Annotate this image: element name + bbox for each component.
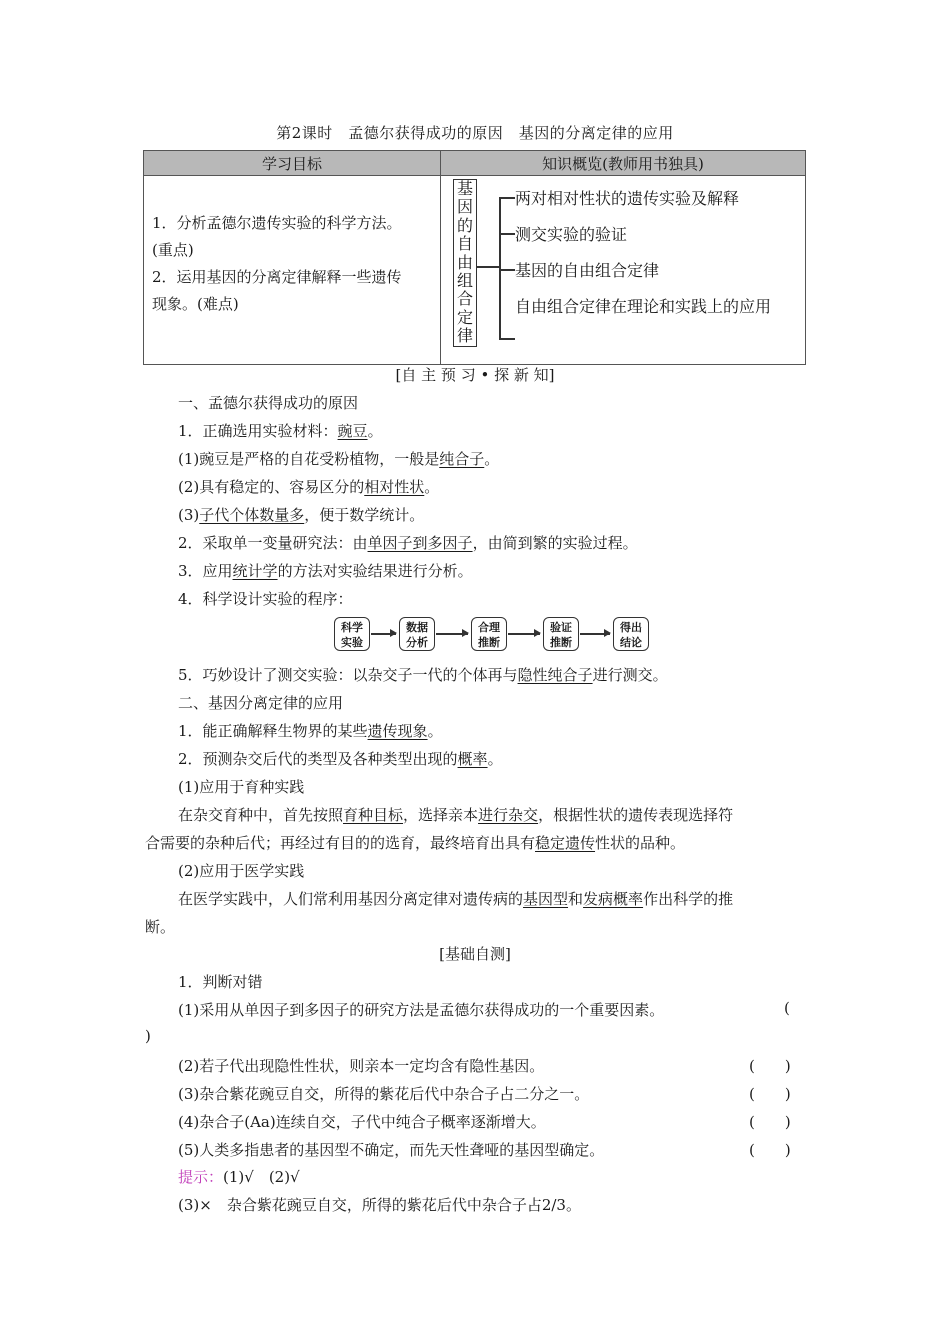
connector	[499, 338, 515, 340]
connector	[499, 197, 515, 199]
flow-step: 数据 分析	[399, 617, 435, 651]
question-2: (2)若子代出现隐性性状，则亲本一定均含有隐性基因。	[178, 1057, 545, 1075]
flow-arrow	[508, 633, 540, 635]
overview-diagram	[441, 176, 805, 364]
overview-item: 两对相对性状的遗传实验及解释	[515, 189, 740, 208]
connector	[499, 197, 501, 339]
answer-blank: ( )	[749, 1141, 791, 1159]
page-title: 第2课时 孟德尔获得成功的原因 基因的分离定律的应用	[276, 124, 674, 142]
flow-step: 验证 推断	[543, 617, 579, 651]
overview-cell	[441, 176, 806, 365]
hint-label: 提示：	[178, 1168, 224, 1186]
goal-2-note: 现象。(难点)	[152, 295, 239, 313]
overview-root-box: 基因的自由组合定律	[453, 179, 477, 347]
answer-blank: (	[784, 999, 790, 1017]
answer-blank: ( )	[749, 1085, 791, 1103]
question-5: (5)人类多指患者的基因型不确定，而先天性聋哑的基因型确定。	[178, 1141, 605, 1159]
connector	[499, 269, 515, 271]
paragraph: 3．应用统计学的方法对实验结果进行分析。	[178, 562, 473, 580]
part2-heading: 二、基因分离定律的应用	[178, 694, 344, 712]
goals-cell	[144, 176, 441, 365]
answer-blank: ( )	[749, 1057, 791, 1075]
question-title: 1．判断对错	[178, 973, 263, 991]
flow-arrow	[580, 633, 610, 635]
connector	[499, 233, 515, 235]
question-1: (1)采用从单因子到多因子的研究方法是孟德尔获得成功的一个重要因素。	[178, 1001, 665, 1019]
paragraph: 2．预测杂交后代的类型及各种类型出现的概率。	[178, 750, 503, 768]
answer-blank: )	[145, 1027, 151, 1045]
part1-heading: 一、孟德尔获得成功的原因	[178, 394, 359, 412]
paragraph: (2)应用于医学实践	[178, 862, 305, 880]
col-header-goals: 学习目标	[144, 151, 441, 176]
answer-3: (3)× 杂合紫花豌豆自交，所得的紫花后代中杂合子占2/3。	[178, 1196, 581, 1214]
paragraph: 4．科学设计实验的程序：	[178, 590, 353, 608]
hint-line: 提示：(1)√ (2)√	[178, 1168, 300, 1186]
flow-arrow	[436, 633, 468, 635]
paragraph: 2．采取单一变量研究法：由单因子到多因子，由简到繁的实验过程。	[178, 534, 638, 552]
objectives-table	[143, 150, 806, 365]
flow-step: 合理 推断	[471, 617, 507, 651]
overview-item: 自由组合定律在理论和实践上的应用	[515, 297, 772, 316]
paragraph: 1．能正确解释生物界的某些遗传现象。	[178, 722, 443, 740]
overview-item: 测交实验的验证	[515, 225, 628, 244]
question-3: (3)杂合紫花豌豆自交，所得的紫花后代中杂合子占二分之一。	[178, 1085, 590, 1103]
flow-arrow	[371, 633, 396, 635]
paragraph: 在医学实践中，人们常利用基因分离定律对遗传病的基因型和发病概率作出科学的推	[178, 890, 734, 908]
col-header-overview: 知识概览(教师用书独具)	[441, 151, 806, 176]
paragraph: (2)具有稳定的、容易区分的相对性状。	[178, 478, 440, 496]
connector	[477, 266, 499, 268]
goal-1-note: (重点)	[152, 241, 194, 259]
goal-2: 2．运用基因的分离定律解释一些遗传	[152, 268, 402, 286]
goal-1: 1．分析孟德尔遗传实验的科学方法。	[152, 214, 402, 232]
paragraph: (3)子代个体数量多，便于数学统计。	[178, 506, 425, 524]
overview-item: 基因的自由组合定律	[515, 261, 660, 280]
paragraph: 断。	[145, 918, 176, 936]
paragraph: (1)应用于育种实践	[178, 778, 305, 796]
test-header: [基础自测]	[439, 945, 511, 963]
paragraph: 5．巧妙设计了测交实验：以杂交子一代的个体再与隐性纯合子进行测交。	[178, 666, 668, 684]
answer-blank: ( )	[749, 1113, 791, 1131]
flow-step: 得出 结论	[613, 617, 649, 651]
section-header: [自 主 预 习 • 探 新 知]	[395, 366, 555, 384]
paragraph: 在杂交育种中，首先按照育种目标，选择亲本进行杂交，根据性状的遗传表现选择符	[178, 806, 734, 824]
question-4: (4)杂合子(Aa)连续自交，子代中纯合子概率逐渐增大。	[178, 1113, 546, 1131]
paragraph: (1)豌豆是严格的自花受粉植物，一般是纯合子。	[178, 450, 500, 468]
paragraph: 1．正确选用实验材料：豌豆。	[178, 422, 383, 440]
flow-step: 科学 实验	[334, 617, 370, 651]
paragraph: 合需要的杂种后代；再经过有目的的选育，最终培育出具有稳定遗传性状的品种。	[145, 834, 686, 852]
